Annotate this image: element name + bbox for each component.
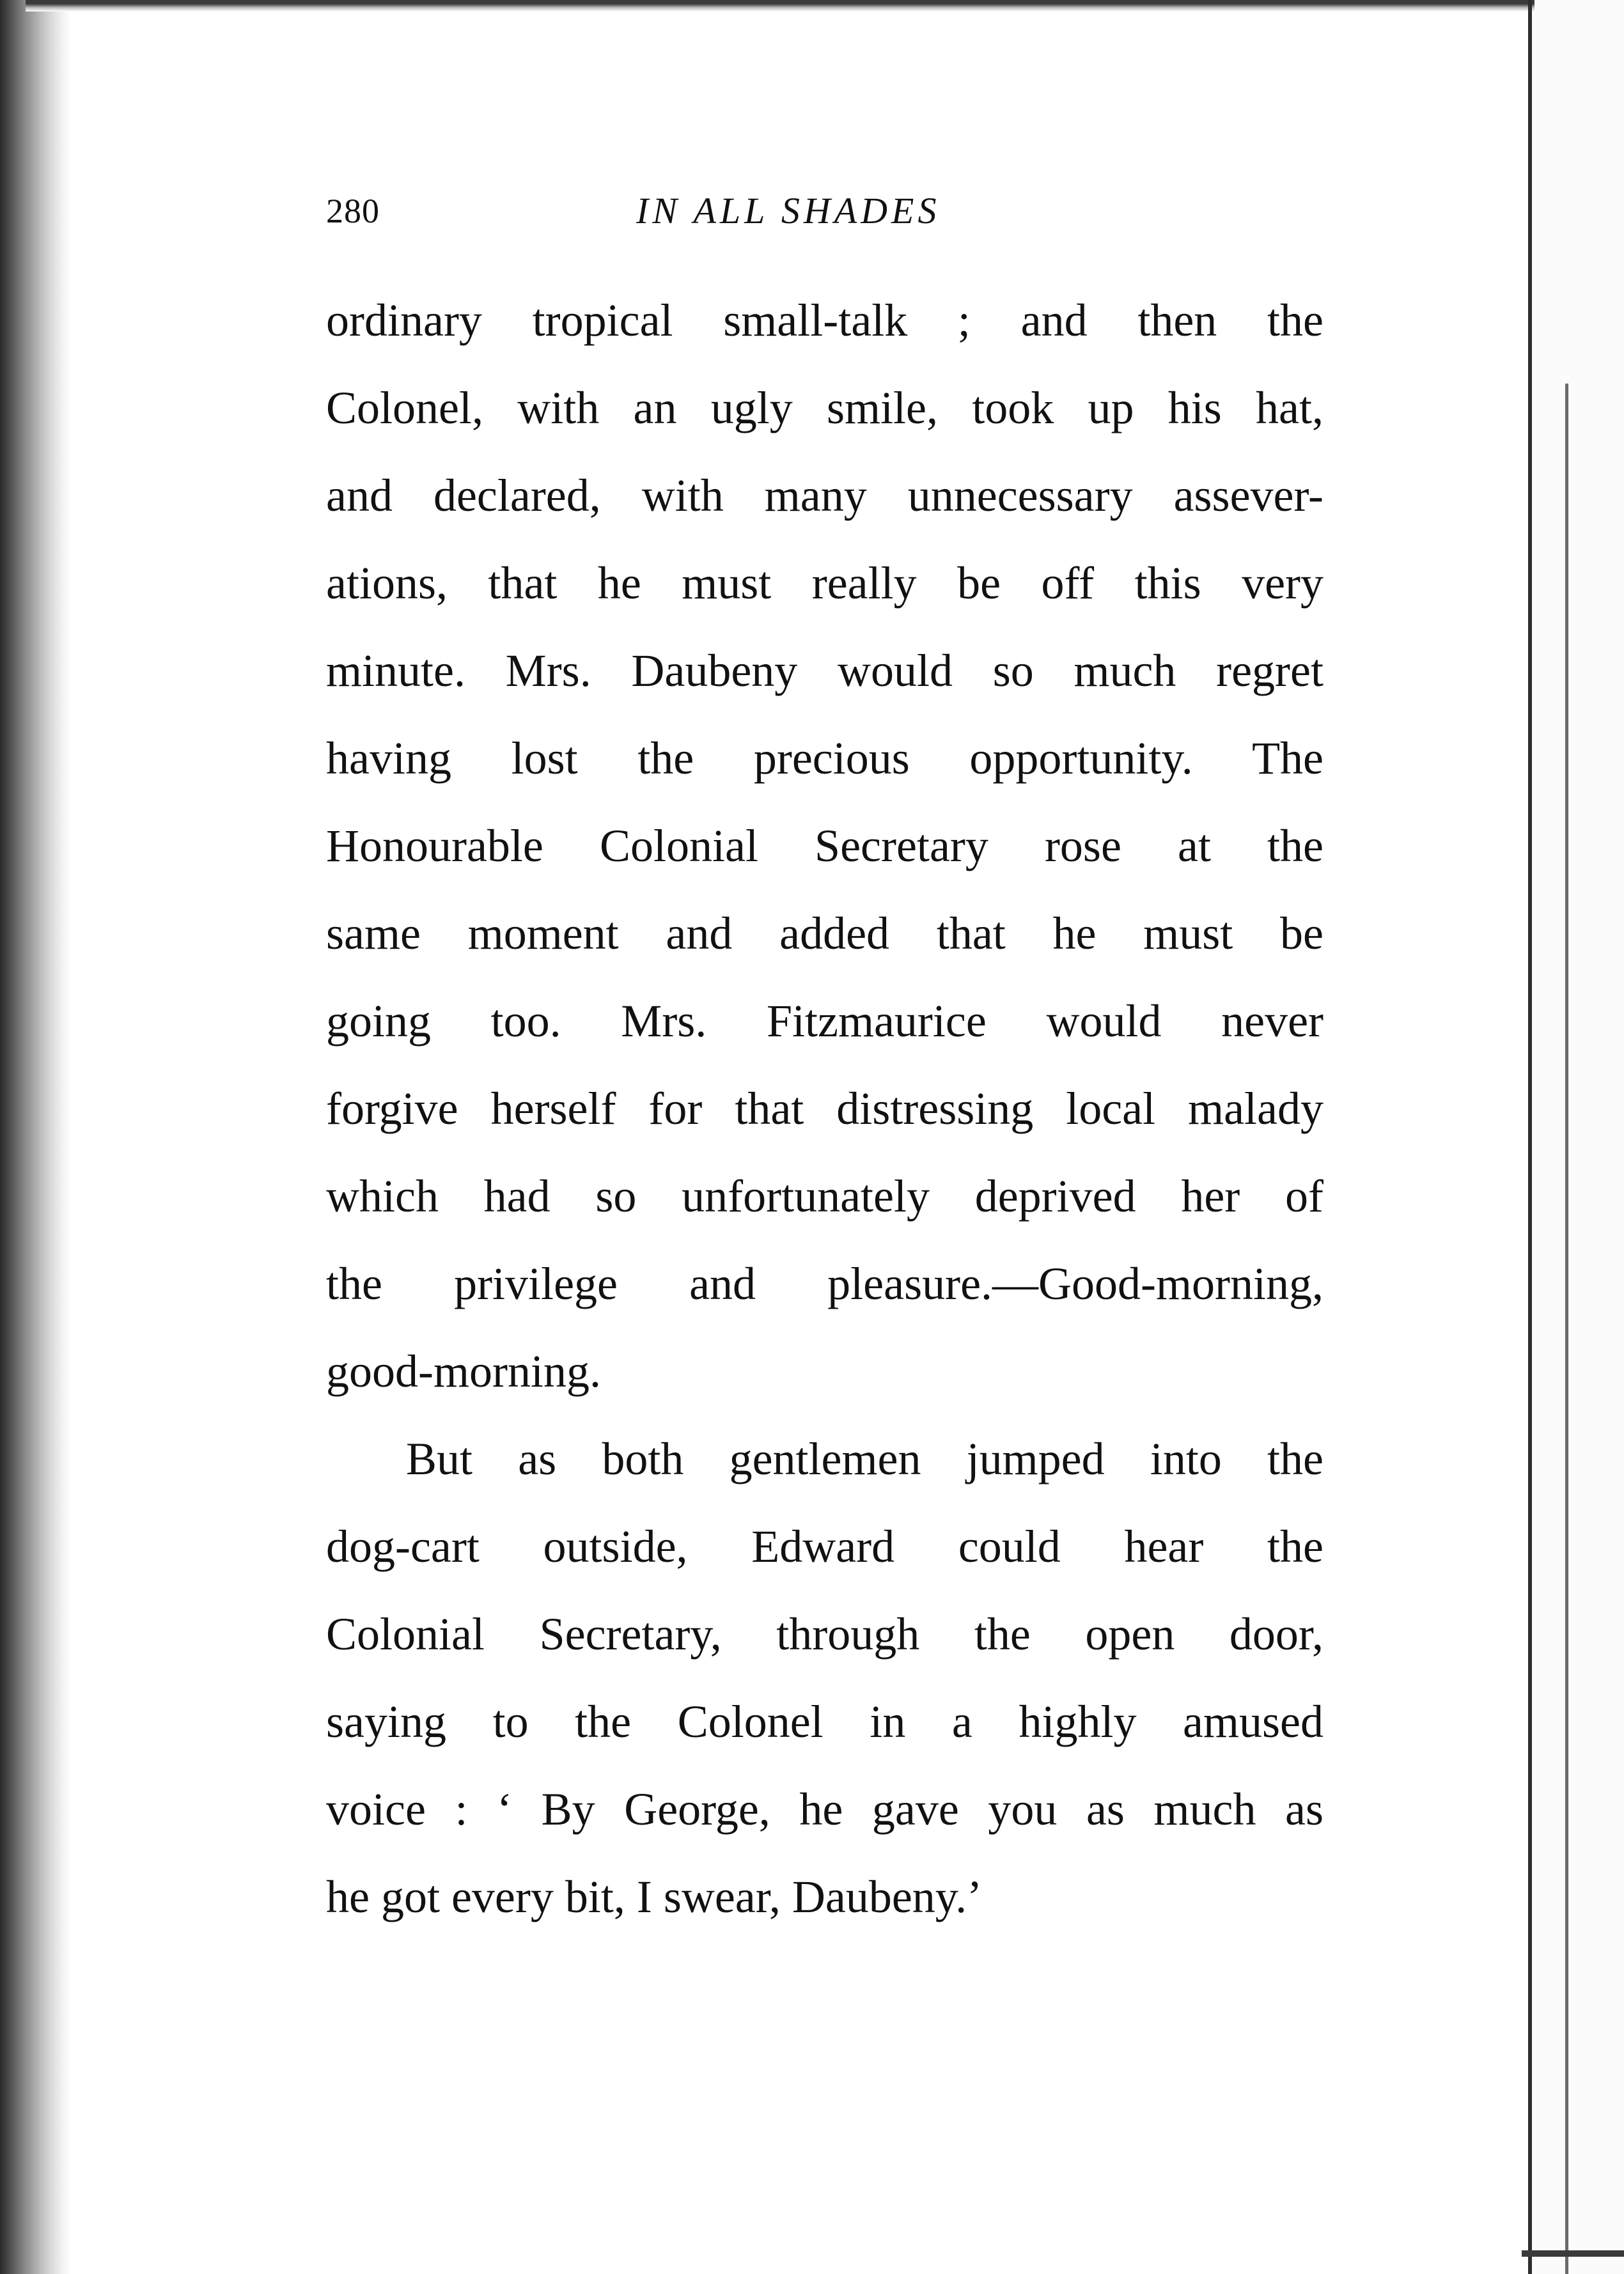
- text-line: which had so unfortunately deprived her of: [326, 1171, 1323, 1222]
- text-line: Honourable Colonial Secretary rose at the: [326, 820, 1323, 871]
- text-line: the privilege and pleasure.—Good-morning,: [326, 1258, 1323, 1309]
- text-line: voice : ‘ By George, he gave you as much as: [326, 1784, 1323, 1835]
- text-line: minute. Mrs. Daubeny would so much regret: [326, 645, 1323, 696]
- paragraph: [326, 291, 1323, 1429]
- page-header: [326, 182, 1330, 240]
- text-line: ordinary tropical small-talk ; and then the: [326, 295, 1323, 346]
- text-line: having lost the precious opportunity. The: [326, 733, 1323, 784]
- text-line: ations, that he must really be off this very: [326, 557, 1323, 609]
- body-text: [326, 291, 1323, 1955]
- text-line: and declared, with many unnecessary assever-: [326, 470, 1323, 521]
- text-line: Colonel, with an ugly smile, took up his hat,: [326, 382, 1323, 433]
- text-line: good-morning.: [326, 1346, 601, 1397]
- paragraph: [326, 1429, 1323, 1955]
- running-title: IN ALL SHADES: [636, 190, 941, 231]
- text-line: But as both gentlemen jumped into the: [406, 1433, 1323, 1484]
- text-line: going too. Mrs. Fitzmaurice would never: [326, 995, 1323, 1047]
- page-number: 280: [326, 192, 380, 230]
- text-line: he got every bit, I swear, Daubeny.’: [326, 1871, 983, 1922]
- text-line: same moment and added that he must be: [326, 908, 1323, 959]
- text-line: dog-cart outside, Edward could hear the: [326, 1521, 1323, 1572]
- text-line: saying to the Colonel in a highly amused: [326, 1696, 1323, 1747]
- text-line: forgive herself for that distressing local malady: [326, 1083, 1323, 1134]
- text-line: Colonial Secretary, through the open door,: [326, 1608, 1323, 1660]
